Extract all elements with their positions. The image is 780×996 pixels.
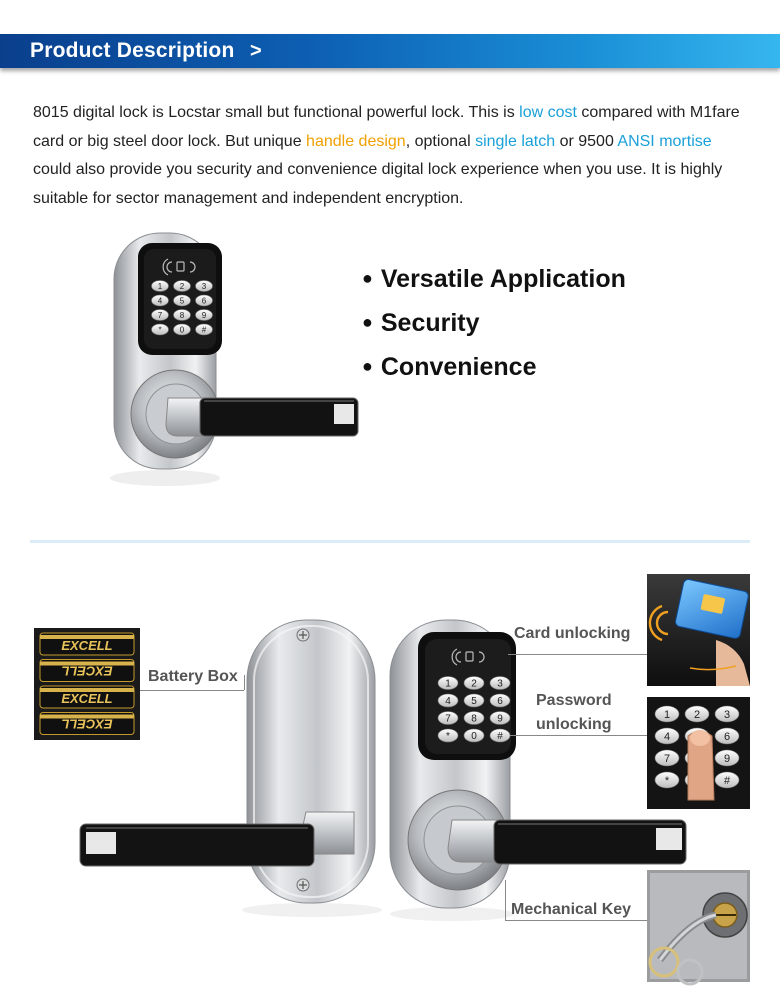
callout-line-battery: [140, 690, 244, 691]
battery-brand-label: EXCELL: [61, 663, 113, 679]
keypad-key-label: #: [723, 774, 731, 787]
intro-text: , optional: [405, 132, 476, 150]
battery-box-photo: [34, 628, 140, 740]
bullet-icon: ●: [362, 268, 373, 288]
section-title: Product Description: [30, 39, 235, 62]
intro-text: could also provide you security and convenience digital lock experience when you use. It is highly suitable for sector management and independent encryption.: [33, 161, 723, 207]
keypad-key-label: *: [446, 731, 450, 742]
feature-label: Versatile Application: [380, 265, 626, 293]
battery-brand-label: EXCELL: [61, 716, 113, 732]
highlight-handle-design: handle design: [306, 132, 406, 150]
keypad-key-label: 7: [663, 752, 671, 765]
keypad-key-label: 0: [179, 325, 185, 335]
mechanical-key-photo: [647, 870, 750, 984]
keypad-key-label: 4: [157, 296, 163, 306]
keypad-key-label: 2: [179, 281, 185, 291]
feature-item-versatile: [362, 260, 626, 304]
keypad-key-label: #: [201, 325, 207, 335]
feature-item-security: [362, 304, 626, 348]
callout-mechanical-key: Mechanical Key: [511, 901, 632, 918]
keypad-key-label: 0: [471, 731, 477, 742]
keypad-key-label: 4: [445, 696, 451, 707]
highlight-low-cost: low cost: [519, 104, 577, 121]
highlight-single-latch: single latch: [475, 132, 556, 150]
callout-line-key-tick: [505, 880, 506, 920]
intro-text: compared with M1fare card or big steel door lock. But unique: [33, 104, 740, 150]
keypad-key-label: 5: [179, 296, 185, 306]
password-unlocking-photo: [647, 697, 750, 809]
callout-line-card: [508, 654, 647, 655]
keypad-key-label: 6: [497, 696, 503, 707]
keypad-key-label: 8: [179, 310, 185, 320]
callout-line-password: [510, 735, 647, 736]
bullet-icon: ●: [362, 356, 373, 376]
keypad-key-label: 3: [201, 281, 207, 291]
battery-brand-label: EXCELL: [61, 691, 113, 706]
callout-battery-box: Battery Box: [148, 668, 238, 685]
intro-text: 8015 digital lock is Locstar small but functional powerful lock. This is: [33, 104, 520, 121]
keypad-key-label: 6: [723, 730, 731, 743]
callout-password-line2: unlocking: [536, 716, 612, 733]
keypad-key-label: 4: [663, 730, 671, 743]
keypad-key-label: 9: [723, 752, 731, 765]
callout-line-key: [505, 920, 647, 921]
intro-text: or 9500: [555, 132, 618, 150]
keypad-key-label: 2: [471, 678, 477, 690]
keypad-key-label: 2: [693, 708, 701, 721]
keypad-key-label: 9: [201, 310, 207, 320]
bullet-icon: ●: [362, 312, 373, 332]
battery-brand-label: EXCELL: [61, 638, 113, 653]
keypad-key-label: 8: [471, 713, 477, 725]
highlight-ansi-mortise: ANSI mortise: [617, 132, 712, 150]
keypad-key-label: 1: [445, 678, 451, 690]
keypad-key-label: #: [497, 731, 503, 742]
feature-item-convenience: [362, 348, 626, 392]
keypad-key-label: 5: [471, 696, 477, 707]
chevron-right-icon: >: [250, 40, 262, 62]
callout-password-line1: Password: [536, 692, 612, 709]
keypad-key-label: 7: [445, 713, 451, 725]
keypad-key-label: 6: [201, 296, 207, 306]
callout-line-battery-tick: [244, 675, 245, 690]
digital-lock-image-top: [110, 233, 358, 486]
feature-label: Security: [380, 309, 480, 337]
keypad-key-label: 3: [497, 678, 503, 690]
section-divider: [30, 540, 750, 543]
card-unlocking-photo: [647, 574, 750, 686]
keypad-key-label: 3: [723, 708, 731, 721]
keypad-key-label: 1: [157, 281, 163, 291]
lock-front-view-image: [390, 620, 686, 921]
keypad-key-label: 1: [663, 708, 671, 721]
feature-list: [362, 260, 626, 392]
keypad-key-label: *: [664, 774, 670, 787]
keypad-key-label: 9: [497, 713, 503, 725]
keypad-key-label: 7: [157, 310, 163, 320]
keypad-key-label: *: [158, 325, 162, 335]
callout-card-unlocking: Card unlocking: [514, 625, 631, 642]
feature-label: Convenience: [380, 353, 537, 381]
